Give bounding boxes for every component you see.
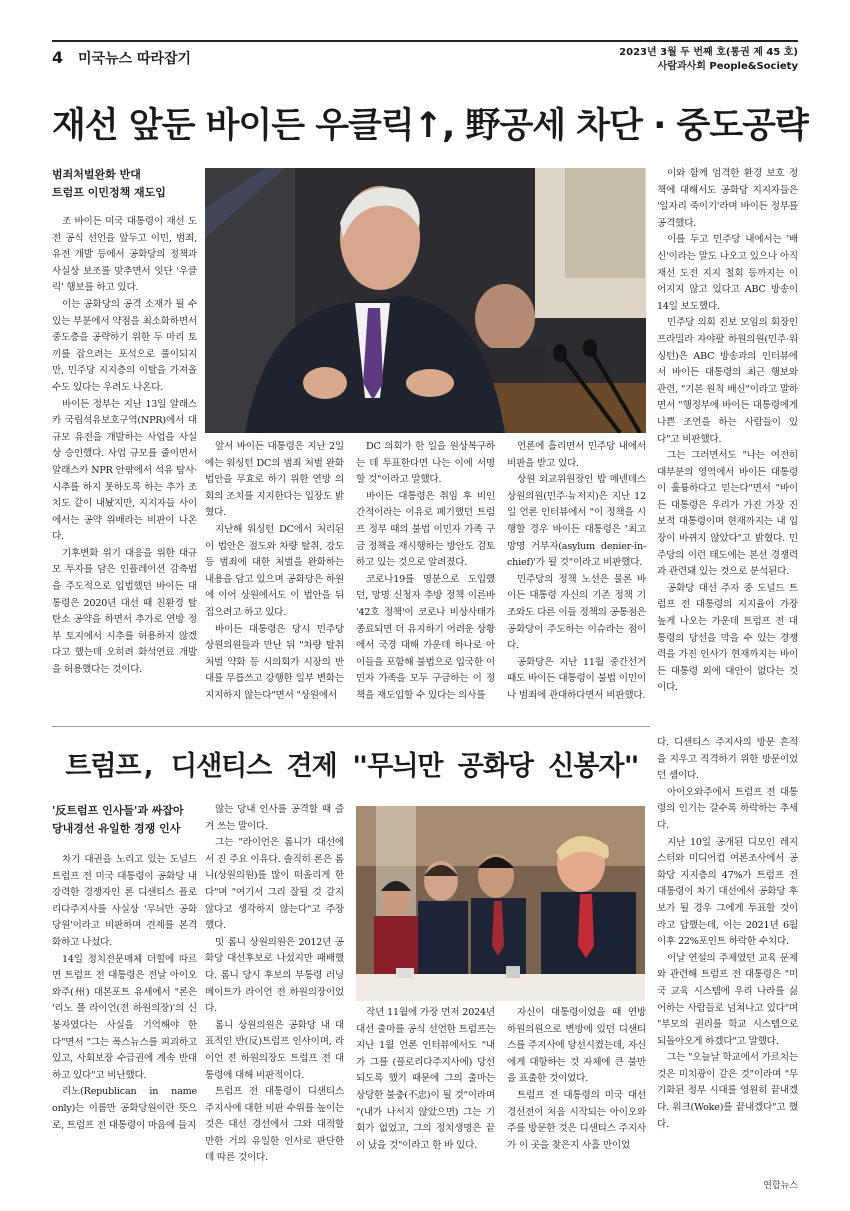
paragraph: 14일 정치전문매체 더힐에 따르면 트럼프 전 대통령은 전날 아이오와주(州) 대본포트 유세에서 "론은 '리노 폴 라이언(전 하원의장)'의 신봉자였다는 사실을 기억해야 한다"면서 "그는 폭스뉴스를 피괴하고 있고, 사회보장 수급권에 계속 반대하고 있다"고 비난했다. (52, 953, 197, 1081)
article2-subhead-line1: '反트럼프 인사들'과 싸잡아 (52, 804, 184, 817)
paragraph: 앞서 바이든 대통령은 지난 2일에는 워싱턴 DC의 범죄 처벌 완화 법안을 무효로 하기 위한 연방 의회의 조치를 지지한다는 입장도 밝혔다. (205, 441, 344, 519)
article2-col2 (205, 802, 344, 1167)
news-credit: 연합뉴스 (763, 1181, 798, 1191)
paragraph: 바이든 대통령은 당시 민주당 상원의원들과 만난 뒤 "차량 탈취 처벌 약화 등 시의회가 시장의 반대를 무릅쓰고 강행한 일부 변화는 지지하지 않는다"면서 "상원에서 (205, 623, 344, 701)
paragraph: 이를 두고 민주당 내에서는 '배신'이라는 말도 나오고 있으나 아직 재선 도전 지지 철회 등까지는 이어지지 않고 있다고 ABC 방송이 14일 보도했다. (657, 234, 798, 312)
paragraph: 기후변화 위기 대응을 위한 대규모 투자를 담은 인플레이션 감축법을 주도적으로 입법했던 바이든 대통령은 2020년 대선 때 친환경 탈탄소 공약을 하면서 추가로 연방 정부 토지에서 시추를 허용하지 않겠다고 했는데 오히려 화석연료 개발을 허용했다는 것이다. (52, 547, 197, 676)
paragraph: 않는 당내 인사를 공격할 때 즐겨 쓰는 말이다. (205, 804, 344, 832)
article2-col4 (507, 1005, 646, 1167)
paragraph: 이는 공화당의 공격 소재가 될 수 있는 부분에서 약점을 최소화하면서 중도층을 공략하기 위한 두 마리 토끼를 잡으려는 포석으로 풀이되지만, 민주당 지지층의 이탈을 가져올 수도 있다는 우려도 나온다. (52, 298, 197, 393)
paragraph: 롬니 상원의원은 공화당 내 대표적인 반(反)트럼프 인사이며, 라이언 전 하원의장도 트럼프 전 대통령에 대해 비판적이다. (205, 1019, 344, 1081)
article1-col4 (507, 439, 646, 720)
paragraph: 공화당은 지난 11월 중간선거 때도 바이든 대통령이 불법 이민이나 범죄에 관대하다면서 비판했다. (507, 656, 646, 701)
paragraph: 자신이 대통령이었을 때 연방 하원의원으로 변방에 있던 디샌티스를 주지사에 당선시켰는데, 자신에게 대항하는 것 자체에 큰 불만을 표출한 것이었다. (507, 1007, 646, 1085)
paragraph: 아이오와주에서 트럼프 전 대통령의 인기는 갈수록 하락하는 추세다. (657, 786, 798, 831)
article-divider (52, 726, 650, 727)
paragraph: 트럼프 전 대통령의 미국 대선 경선전이 처음 시작되는 아이오와 주를 방문한 것은 디샌티스 주지사가 이 곳을 찾은지 사흘 만이었 (507, 1089, 646, 1151)
article2-subhead (52, 802, 197, 838)
article1-subhead-line2: 트럼프 이민정책 재도입 (52, 186, 166, 199)
paragraph: 작년 11월에 가장 먼저 2024년 대선 출마를 공식 선언한 트럼프는 지난 1월 언론 인터뷰에서도 "내가 그를 (플로리다주지사에) 당선되도록 했기 때문에 그의 출마는 상당한 불충(不忠)이 될 것"이라며 "(내가 나서지 않았으면) 그는 기회가 없었고, 그의 정치생명은 끝이 났을 것"이라고 한 바 있다. (356, 1007, 495, 1151)
paragraph: 이와 함께 엄격한 환경 보호 정책에 대해서도 공화당 지지자들은 '일자리 죽이기'라며 바이든 정부를 공격했다. (657, 168, 798, 229)
page-header (52, 40, 798, 76)
section-title: 미국뉴스 따라잡기 (78, 51, 192, 67)
article2-subhead-line2: 당내경선 유일한 경쟁 인사 (52, 822, 181, 835)
paragraph: 지난 10일 공개된 디모인 레지스터와 미디어컴 여론조사에서 공화당 지지층의 47%가 트럼프 전 대통령이 차기 대선에서 공화당 후보가 될 경우 그에게 투표할 것이라고 답했는데, 이는 2021년 6월 이후 22%포인트 하락한 수치다. (657, 836, 798, 948)
trump-desantis-photo (356, 806, 645, 1001)
paragraph: 민주당 의회 진보 모임의 회장인 프라밀라 자야팔 하원의원(민주·워싱턴)은 ABC 방송과의 인터뷰에서 바이든 대통령의 최근 행보와 관련, "기본 원칙 배신"이라고 말하면서 "행정부에 바이든 대통령에게 나쁜 조언을 하는 사람들이 있다"고 비판했다. (657, 317, 798, 445)
article1-col1 (52, 214, 197, 720)
paragraph: DC 의회가 한 일을 원상복구하는 데 투표한다면 나는 이에 서명할 것"이라고 말했다. (356, 441, 495, 486)
paragraph: 다. 디샌티스 주지사의 방문 흔적을 지우고 직격하기 위한 방문이었던 셈이다. (657, 737, 798, 782)
paragraph: 조 바이든 미국 대통령이 재선 도전 공식 선언을 앞두고 이민, 범죄, 유전 개발 등에서 공화당의 정책과 사실상 보조를 맞추면서 잇단 '우클릭' 행보를 하고 있다. (52, 216, 197, 294)
paragraph: 공화당 대선 주자 중 도널드 트럼프 전 대통령의 지지율이 가장 높게 나오는 가운데 트럼프 전 대통령의 당선을 막을 수 있는 경쟁력을 가진 인사가 현재까지는 바이든 대통령 외에 대안이 없다는 것이다. (657, 582, 798, 694)
paragraph: 이날 연설의 주제였던 교육 문제와 관련해 트럼프 전 대통령은 "미국 교육 시스템에 우리 나라를 싫어하는 사람들로 넘쳐나고 있다"며 "부모의 권리를 학교 시스템으로 되돌아오게 하겠다"고 말했다. (657, 952, 798, 1047)
paragraph: 민주당의 정책 노선은 물론 바이든 대통령 자신의 기존 정책 기조와도 다른 이들 정책의 공통점은 공화당이 주도하는 이슈라는 점이다. (507, 573, 646, 652)
article2-col1 (52, 852, 197, 1167)
paragraph: 밋 롬니 상원의원은 2012년 공화당 대선후보로 나섰지만 패배했다. 롬니 당시 후보의 부통령 러닝메이트가 라이언 전 하원의장이었다. (205, 936, 344, 1015)
issue-info (619, 46, 798, 74)
article1-col2 (205, 439, 344, 720)
page-number: 4 (52, 48, 64, 67)
article2-headline: 트럼프, 디샌티스 견제 "무늬만 공화당 신봉자" (65, 751, 639, 782)
biden-photo (205, 168, 646, 433)
paragraph: 언론에 흘리면서 민주당 내에서 비판을 받고 있다. (507, 441, 646, 469)
article2-col3 (356, 1005, 495, 1167)
article1-col5 (657, 166, 798, 720)
paragraph: 바이든 대통령은 취임 후 비인간적이라는 이유로 폐기했던 트럼프 정부 때의 불법 이민자 가족 구금 정책을 재시행하는 방안도 검토하고 있는 것으로 알려졌다. (356, 490, 495, 569)
issue-number: 2023년 3월 두 번째 호(통권 제 45 호) (619, 47, 798, 58)
paragraph: 그는 "오늘날 학교에서 가르치는 것은 미치광이 같은 것"이라며 "무기화된 정부 시대를 영원히 끝내겠다. 워크(Woke)를 끝내겠다"고 했다. (657, 1052, 798, 1130)
paragraph: 그는 "라이언은 롬니가 대선에 서 진 주요 이유다. 솔직히 론은 롬니(상원의원)를 많이 떠올리게 한다"며 "여기서 그리 잘될 것 같지 않다고 생각하지 않는다"고 주장했다. (205, 837, 344, 932)
section-label (52, 48, 191, 68)
paragraph: 바이든 정부는 지난 13일 알래스카 국립석유보호구역(NPR)에서 대규모 유전을 개발하는 사업을 사실상 승인했다. 사업 규모를 줄이면서 알래스카 NPR 안팎에서 석유 탐사·시추를 하지 못하도록 하는 추가 조치도 같이 내놨지만, 지지자들 사이에서는 공약 위배라는 비판이 나온다. (52, 398, 197, 543)
article2-col5 (657, 735, 798, 1167)
article1-subhead-line1: 범죄처벌완화 반대 (52, 168, 141, 181)
paragraph: 트럼프 전 대통령이 디샌티스 주지사에 대한 비판 수위를 높이는 것은 대선 경선에서 그와 대적할 만한 거의 유일한 인사로 판단한 데 따른 것이다. (205, 1086, 344, 1164)
article1-col3 (356, 439, 495, 720)
paragraph: 코로나19를 명분으로 도입했던, 망명 신청자 추방 정책 이른바 '42호 정책'이 코로나 비상사태가 종료되면 더 유지하기 어려운 상황에서 국경 대해 가운데 하나로 아이들을 포함해 불법으로 입국한 이민자 가족을 모두 구금하는 이 정책을 재도입할 수 있다는 의사를 (356, 573, 495, 701)
paragraph: 리노(Republican in name only)는 이름만 공화당원이란 뜻으로, 트럼프 전 대통령이 마음에 들지 (52, 1086, 197, 1131)
paragraph: 차기 대권을 노리고 있는 도널드 트럼프 전 미국 대통령이 공화당 내 강력한 경쟁자인 론 디샌티스 플로리다주지사를 사실상 '무늬만 공화당원'이라고 비판하며 견제를 본격화하고 나섰다. (52, 854, 197, 948)
article1-headline: 재선 앞둔 바이든 우클릭↑, 野공세 차단 · 중도공략 (52, 106, 808, 146)
publication-brand: 사람과사회 People&Society (657, 61, 798, 72)
paragraph: 지난해 워싱턴 DC에서 처리된 이 법안은 절도와 차량 탈취, 강도 등 범죄에 대한 처벌을 완화하는 내용을 담고 있으며 공화당은 하원에 이어 상원에서도 이 법안을 뒤집으려고 하고 있다. (205, 523, 344, 618)
biden-photo-illustration (205, 168, 646, 433)
article1-subhead (52, 166, 197, 202)
trump-desantis-photo-illustration (356, 806, 645, 1001)
paragraph: 상원 외교위원장인 밥 메넨데스 상원의원(민주·뉴저지)은 지난 12일 언론 인터뷰에서 "이 정책을 시행할 경우 바이든 대통령은 '최고 망명 거부자(asylum denier-in-chief)'가 될 것"이라고 비판했다. (507, 474, 646, 569)
paragraph: 그는 그러면서도 "나는 여전히 대부분의 영역에서 바이든 대통령이 훌륭하다고 믿는다"면서 "바이든 대통령은 우리가 가진 가장 진보적 대통령이며 현재까지는 내 입장이 바뀌지 않았다"고 밝혔다. 민주당의 이런 태도에는 본선 경쟁력과 관련돼 있는 것으로 분석된다. (657, 450, 798, 578)
